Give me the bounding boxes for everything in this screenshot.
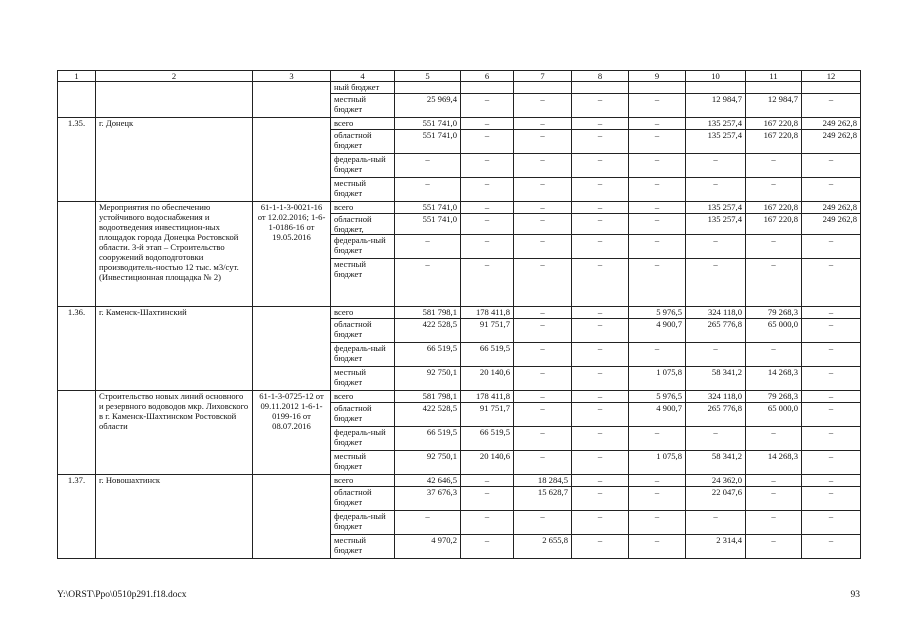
amount-cell: –	[461, 535, 514, 559]
column-number: 11	[746, 71, 802, 82]
amount-cell: –	[572, 535, 629, 559]
item-number: 1.35.	[58, 118, 96, 202]
amount-cell: –	[572, 319, 629, 343]
amount-cell: –	[746, 235, 802, 259]
amount-cell: 422 528,5	[395, 319, 461, 343]
item-number	[58, 391, 96, 475]
amount-cell: 265 776,8	[686, 403, 746, 427]
amount-cell: –	[514, 154, 572, 178]
amount-cell: –	[802, 403, 861, 427]
amount-cell: –	[461, 154, 514, 178]
item-number: 1.36.	[58, 307, 96, 391]
amount-cell: 265 776,8	[686, 319, 746, 343]
amount-cell: –	[746, 487, 802, 511]
funding-source-label: федераль-ный бюджет	[331, 427, 395, 451]
column-number: 4	[331, 71, 395, 82]
amount-cell: –	[514, 259, 572, 307]
funding-source-label: всего	[331, 391, 395, 403]
amount-cell: –	[572, 343, 629, 367]
amount-cell: –	[802, 427, 861, 451]
amount-cell: –	[802, 178, 861, 202]
amount-cell: –	[461, 511, 514, 535]
amount-cell: –	[686, 343, 746, 367]
amount-cell: 20 140,6	[461, 367, 514, 391]
amount-cell: –	[572, 391, 629, 403]
column-number: 7	[514, 71, 572, 82]
amount-cell: 12 984,7	[746, 94, 802, 118]
funding-source-label: всего	[331, 307, 395, 319]
amount-cell: 65 000,0	[746, 319, 802, 343]
amount-cell: –	[629, 178, 686, 202]
amount-cell: –	[802, 511, 861, 535]
amount-cell: 178 411,8	[461, 307, 514, 319]
amount-cell: –	[514, 307, 572, 319]
amount-cell	[572, 82, 629, 94]
amount-cell: –	[802, 235, 861, 259]
amount-cell: –	[572, 214, 629, 235]
amount-cell: 79 268,3	[746, 391, 802, 403]
column-number: 10	[686, 71, 746, 82]
amount-cell: –	[461, 475, 514, 487]
amount-cell: 14 268,3	[746, 367, 802, 391]
funding-source-label: всего	[331, 118, 395, 130]
document-reference	[253, 475, 331, 559]
funding-source-label: областной бюджет,	[331, 214, 395, 235]
column-number: 5	[395, 71, 461, 82]
funding-source-label: местный бюджет	[331, 94, 395, 118]
amount-cell: 24 362,0	[686, 475, 746, 487]
amount-cell: –	[572, 130, 629, 154]
amount-cell: 66 519,5	[461, 427, 514, 451]
funding-source-label: всего	[331, 475, 395, 487]
amount-cell: –	[629, 259, 686, 307]
amount-cell: –	[746, 511, 802, 535]
amount-cell: 551 741,0	[395, 118, 461, 130]
amount-cell: –	[461, 130, 514, 154]
amount-cell: –	[686, 259, 746, 307]
amount-cell: 249 262,8	[802, 118, 861, 130]
funding-source-label: областной бюджет	[331, 487, 395, 511]
amount-cell: –	[802, 535, 861, 559]
table-row	[58, 202, 861, 214]
amount-cell: 18 284,5	[514, 475, 572, 487]
amount-cell: –	[802, 343, 861, 367]
amount-cell: –	[514, 118, 572, 130]
amount-cell: –	[572, 235, 629, 259]
amount-cell: 5 976,5	[629, 307, 686, 319]
amount-cell: 324 118,0	[686, 391, 746, 403]
amount-cell: –	[629, 94, 686, 118]
amount-cell: 14 268,3	[746, 451, 802, 475]
amount-cell: 581 798,1	[395, 307, 461, 319]
amount-cell: 135 257,4	[686, 130, 746, 154]
amount-cell: –	[686, 427, 746, 451]
amount-cell: –	[395, 235, 461, 259]
amount-cell: –	[395, 154, 461, 178]
funding-source-label: местный бюджет	[331, 367, 395, 391]
amount-cell: –	[746, 427, 802, 451]
amount-cell: –	[746, 535, 802, 559]
amount-cell: –	[629, 130, 686, 154]
document-reference: 61-1-3-0725-12 от 09.11.2012 1-6-1-0199-16 от 08.07.2016	[253, 391, 331, 475]
item-number	[58, 82, 96, 118]
amount-cell: –	[461, 235, 514, 259]
amount-cell	[746, 82, 802, 94]
table-row	[58, 307, 861, 319]
amount-cell: 5 976,5	[629, 391, 686, 403]
funding-source-label: местный бюджет	[331, 535, 395, 559]
column-number: 12	[802, 71, 861, 82]
amount-cell: –	[802, 307, 861, 319]
amount-cell: 15 628,7	[514, 487, 572, 511]
funding-source-label: местный бюджет	[331, 178, 395, 202]
column-number-row	[58, 71, 861, 82]
amount-cell: 167 220,8	[746, 202, 802, 214]
amount-cell: 66 519,5	[395, 343, 461, 367]
amount-cell: –	[572, 154, 629, 178]
amount-cell: –	[802, 475, 861, 487]
amount-cell: 249 262,8	[802, 202, 861, 214]
amount-cell: –	[629, 343, 686, 367]
amount-cell: –	[629, 118, 686, 130]
amount-cell: –	[629, 475, 686, 487]
amount-cell: –	[572, 118, 629, 130]
column-number: 3	[253, 71, 331, 82]
amount-cell: 135 257,4	[686, 118, 746, 130]
amount-cell: 37 676,3	[395, 487, 461, 511]
amount-cell: 249 262,8	[802, 214, 861, 235]
amount-cell: 4 970,2	[395, 535, 461, 559]
amount-cell: –	[802, 391, 861, 403]
amount-cell: –	[572, 451, 629, 475]
amount-cell: –	[572, 202, 629, 214]
amount-cell: 551 741,0	[395, 130, 461, 154]
amount-cell: 135 257,4	[686, 202, 746, 214]
amount-cell: 2 314,4	[686, 535, 746, 559]
amount-cell: 551 741,0	[395, 214, 461, 235]
amount-cell: –	[461, 202, 514, 214]
amount-cell: –	[802, 154, 861, 178]
amount-cell	[514, 82, 572, 94]
amount-cell: 178 411,8	[461, 391, 514, 403]
amount-cell: 91 751,7	[461, 319, 514, 343]
funding-source-label: местный бюджет	[331, 259, 395, 307]
amount-cell: –	[514, 451, 572, 475]
amount-cell: –	[395, 511, 461, 535]
amount-cell: –	[572, 94, 629, 118]
table-row	[58, 475, 861, 487]
amount-cell: –	[686, 511, 746, 535]
amount-cell: 167 220,8	[746, 214, 802, 235]
amount-cell: 22 047,6	[686, 487, 746, 511]
amount-cell: 1 075,8	[629, 367, 686, 391]
amount-cell: 79 268,3	[746, 307, 802, 319]
amount-cell: –	[802, 94, 861, 118]
amount-cell: –	[802, 367, 861, 391]
item-name: Строительство новых линий основного и резервного водоводов мкр. Лиховского в г. Каменск-Шахтинском Ростовской области	[96, 391, 253, 475]
table-row	[58, 391, 861, 403]
amount-cell: –	[572, 178, 629, 202]
amount-cell: –	[514, 130, 572, 154]
amount-cell: 1 075,8	[629, 451, 686, 475]
amount-cell: –	[514, 403, 572, 427]
amount-cell: 167 220,8	[746, 118, 802, 130]
amount-cell	[802, 82, 861, 94]
amount-cell: –	[629, 427, 686, 451]
item-name: г. Каменск-Шахтинский	[96, 307, 253, 391]
amount-cell: 4 900,7	[629, 403, 686, 427]
amount-cell: –	[395, 259, 461, 307]
amount-cell: –	[746, 178, 802, 202]
amount-cell: –	[572, 259, 629, 307]
amount-cell: –	[514, 178, 572, 202]
amount-cell: –	[572, 427, 629, 451]
item-name: г. Донецк	[96, 118, 253, 202]
amount-cell: 92 750,1	[395, 367, 461, 391]
amount-cell: –	[572, 487, 629, 511]
amount-cell: –	[461, 259, 514, 307]
amount-cell: –	[461, 214, 514, 235]
amount-cell: 249 262,8	[802, 130, 861, 154]
column-number: 1	[58, 71, 96, 82]
amount-cell: –	[514, 511, 572, 535]
amount-cell: –	[746, 259, 802, 307]
amount-cell: 135 257,4	[686, 214, 746, 235]
amount-cell: –	[686, 235, 746, 259]
amount-cell: 92 750,1	[395, 451, 461, 475]
amount-cell: 25 969,4	[395, 94, 461, 118]
amount-cell: 66 519,5	[461, 343, 514, 367]
amount-cell: –	[802, 259, 861, 307]
amount-cell: –	[461, 118, 514, 130]
item-name: Мероприятия по обеспечению устойчивого водоснабжения и водоотведения инвестицион-ных площадок города Донецка Ростовской области. 3-й этап – Строительство сооружений водоподготовки производитель-ностью 12 тыс. м3/сут. (Инвестиционная площадка № 2)	[96, 202, 253, 307]
amount-cell: –	[629, 214, 686, 235]
amount-cell: 58 341,2	[686, 451, 746, 475]
amount-cell: –	[514, 343, 572, 367]
amount-cell: –	[514, 319, 572, 343]
amount-cell: –	[461, 94, 514, 118]
amount-cell: 422 528,5	[395, 403, 461, 427]
funding-source-label: областной бюджет	[331, 319, 395, 343]
amount-cell: –	[629, 511, 686, 535]
amount-cell: –	[746, 343, 802, 367]
amount-cell: –	[514, 94, 572, 118]
item-name	[96, 82, 253, 118]
amount-cell: –	[746, 154, 802, 178]
amount-cell: –	[572, 475, 629, 487]
document-reference	[253, 82, 331, 118]
funding-source-label: федераль-ный бюджет	[331, 343, 395, 367]
amount-cell: –	[686, 154, 746, 178]
column-number: 6	[461, 71, 514, 82]
amount-cell: –	[802, 451, 861, 475]
column-number: 8	[572, 71, 629, 82]
budget-table	[57, 70, 861, 559]
page-number: 93	[850, 590, 860, 600]
amount-cell: –	[629, 235, 686, 259]
table-row	[58, 118, 861, 130]
funding-source-label: федераль-ный бюджет	[331, 154, 395, 178]
amount-cell: –	[395, 178, 461, 202]
amount-cell: –	[572, 403, 629, 427]
document-reference	[253, 118, 331, 202]
document-reference: 61-1-1-3-0021-16 от 12.02.2016; 1-6-1-0186-16 от 19.05.2016	[253, 202, 331, 307]
column-number: 9	[629, 71, 686, 82]
table-row	[58, 82, 861, 94]
funding-source-label: федераль-ный бюджет	[331, 235, 395, 259]
amount-cell	[395, 82, 461, 94]
funding-source-label: ный бюджет	[331, 82, 395, 94]
amount-cell: –	[514, 427, 572, 451]
document-file-path: Y:\ORST\Ppo\0510p291.f18.docx	[57, 590, 187, 600]
amount-cell: 65 000,0	[746, 403, 802, 427]
amount-cell: 4 900,7	[629, 319, 686, 343]
document-reference	[253, 307, 331, 391]
amount-cell: –	[572, 307, 629, 319]
amount-cell: –	[461, 178, 514, 202]
amount-cell: 2 655,8	[514, 535, 572, 559]
amount-cell: 324 118,0	[686, 307, 746, 319]
funding-source-label: всего	[331, 202, 395, 214]
amount-cell: 42 646,5	[395, 475, 461, 487]
column-number: 2	[96, 71, 253, 82]
amount-cell: –	[802, 319, 861, 343]
amount-cell: –	[572, 511, 629, 535]
amount-cell	[686, 82, 746, 94]
item-number: 1.37.	[58, 475, 96, 559]
amount-cell: –	[572, 367, 629, 391]
amount-cell: –	[686, 178, 746, 202]
amount-cell: 12 984,7	[686, 94, 746, 118]
amount-cell: –	[746, 475, 802, 487]
table-body	[58, 82, 861, 559]
amount-cell: 91 751,7	[461, 403, 514, 427]
amount-cell: –	[629, 202, 686, 214]
item-number	[58, 202, 96, 307]
amount-cell	[629, 82, 686, 94]
amount-cell: –	[514, 391, 572, 403]
amount-cell: 551 741,0	[395, 202, 461, 214]
funding-source-label: местный бюджет	[331, 451, 395, 475]
amount-cell	[461, 82, 514, 94]
amount-cell: 58 341,2	[686, 367, 746, 391]
amount-cell: –	[514, 235, 572, 259]
amount-cell: –	[461, 487, 514, 511]
amount-cell: –	[629, 487, 686, 511]
amount-cell: 66 519,5	[395, 427, 461, 451]
funding-source-label: федераль-ный бюджет	[331, 511, 395, 535]
item-name: г. Новошахтинск	[96, 475, 253, 559]
amount-cell: –	[514, 367, 572, 391]
amount-cell: –	[802, 487, 861, 511]
amount-cell: 581 798,1	[395, 391, 461, 403]
amount-cell: –	[514, 202, 572, 214]
amount-cell: –	[514, 214, 572, 235]
amount-cell: –	[629, 535, 686, 559]
amount-cell: –	[629, 154, 686, 178]
funding-source-label: областной бюджет	[331, 130, 395, 154]
amount-cell: 167 220,8	[746, 130, 802, 154]
funding-source-label: областной бюджет	[331, 403, 395, 427]
amount-cell: 20 140,6	[461, 451, 514, 475]
